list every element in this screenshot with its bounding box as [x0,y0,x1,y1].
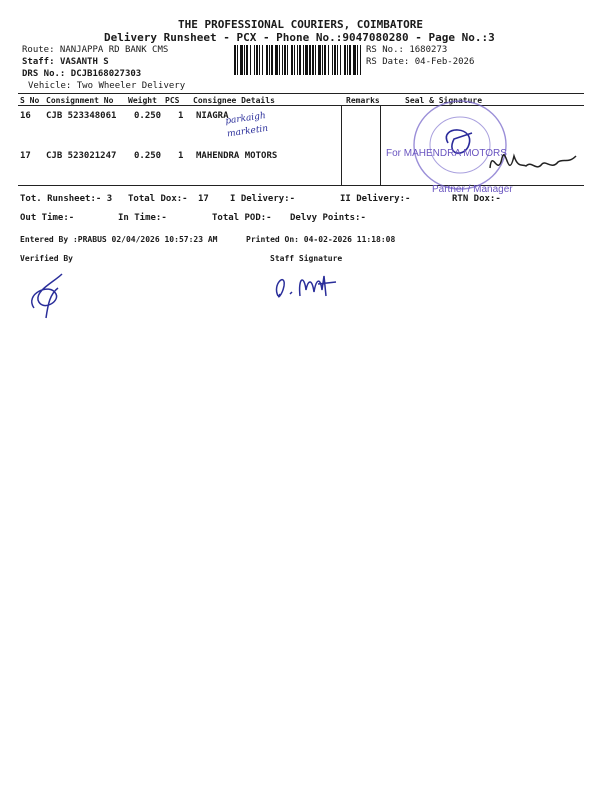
barcode-bar [282,45,283,75]
barcode-bar [328,45,329,75]
i-delivery: I Delivery:- [230,194,296,204]
header-consignment: Consignment No [46,96,114,105]
barcode-bar [240,45,243,75]
staff-signature-label: Staff Signature [270,254,343,263]
barcode-bar [357,45,358,75]
delvy-points: Delvy Points:- [290,213,366,223]
vehicle-text: Vehicle: Two Wheeler Delivery [28,81,186,91]
barcode-bar [305,45,308,75]
ii-delivery: II Delivery:- [340,194,411,204]
barcode-bar [284,45,286,75]
barcode-bar [299,45,301,75]
remarks-divider [341,105,342,185]
row-consignee: MAHENDRA MOTORS [196,151,278,161]
verifier-signature-icon [20,268,70,322]
barcode-bar [254,45,255,75]
barcode-bar [275,45,278,75]
row-weight: 0.250 [134,151,162,161]
verified-by-label: Verified By [20,254,73,263]
barcode-bar [332,45,333,75]
barcode-bar [297,45,298,75]
stamp-role: Partner / Manager [432,184,513,195]
barcode-bar [256,45,258,75]
row-pcs: 1 [178,151,184,161]
total-dox-value: 17 [198,194,209,204]
drs-line [22,69,141,79]
barcode-bar [279,45,280,75]
barcode-bar [303,45,304,75]
barcode-bar [334,45,336,75]
tot-runsheet: Tot. Runsheet:- 3 [20,194,113,204]
barcode-bar [244,45,245,75]
row-sno: 16 [20,111,31,121]
out-time: Out Time:- [20,213,75,223]
drs-value: DCJB168027303 [70,69,142,79]
runsheet-subtitle: Delivery Runsheet - PCX - Phone No.:9047080280 - Page No.:3 [104,31,495,44]
barcode-bar [312,45,314,75]
barcode-bar [294,45,295,75]
barcode-bar [353,45,356,75]
barcode-bar [269,45,270,75]
route-text: Route: NANJAPPA RD BANK CMS [22,45,169,55]
stamp-company: For MAHENDRA MOTORS [386,148,507,159]
barcode-bar [344,45,346,75]
header-sno: S No [20,96,40,105]
barcode-bar [266,45,268,75]
header-seal: Seal & Signature [405,96,483,105]
row-consignee: NIAGRA [196,111,229,121]
barcode-bar [259,45,260,75]
barcode-bar [347,45,348,75]
header-remarks: Remarks [346,96,380,105]
drs-label: DRS No.: [22,69,66,79]
barcode-bar [246,45,248,75]
total-pod: Total POD:- [212,213,272,223]
barcode-bar [291,45,293,75]
barcode-bar [309,45,311,75]
barcode-bar [287,45,288,75]
entered-by: Entered By :PRABUS 02/04/2026 10:57:23 AM [20,235,218,244]
company-title: THE PROFESSIONAL COURIERS, COIMBATORE [178,18,424,31]
rs-number: RS No.: 1680273 [366,45,448,55]
barcode-bar [262,45,263,75]
barcode-bar [237,45,238,75]
barcode-bar [360,45,361,75]
staff-label: Staff: [22,57,55,67]
header-consignee: Consignee Details [193,96,275,105]
table-top-border [18,93,584,94]
row-consignment: CJB 523021247 [46,151,117,161]
staff-line [22,57,109,67]
row-weight: 0.250 [134,111,162,121]
in-time: In Time:- [118,213,167,223]
rs-date: RS Date: 04-Feb-2026 [366,57,475,67]
barcode-bar [340,45,341,75]
row-pcs: 1 [178,111,184,121]
staff-signature-icon [270,266,350,306]
barcode-bar [337,45,338,75]
barcode-bar [324,45,326,75]
handwritten-note: parkaigh marketin [224,111,269,140]
row-sno: 17 [20,151,31,161]
rtn-dox: RTN Dox:- [452,194,501,204]
staff-value: VASANTH S [59,57,109,67]
header-weight: Weight [128,96,157,105]
barcode-bar [322,45,323,75]
printed-on: Printed On: 04-02-2026 11:18:08 [246,235,396,244]
barcode-bar [318,45,321,75]
barcode-bar [349,45,351,75]
barcode-icon [234,45,362,75]
barcode-bar [250,45,251,75]
barcode-bar [234,45,236,75]
row-consignment: CJB 523348061 [46,111,117,121]
barcode-bar [315,45,316,75]
header-pcs: PCS [165,96,180,105]
barcode-bar [271,45,273,75]
total-dox-label: Total Dox:- [128,194,188,204]
seal-divider [380,105,381,185]
consignee-signature-icon [486,138,582,188]
